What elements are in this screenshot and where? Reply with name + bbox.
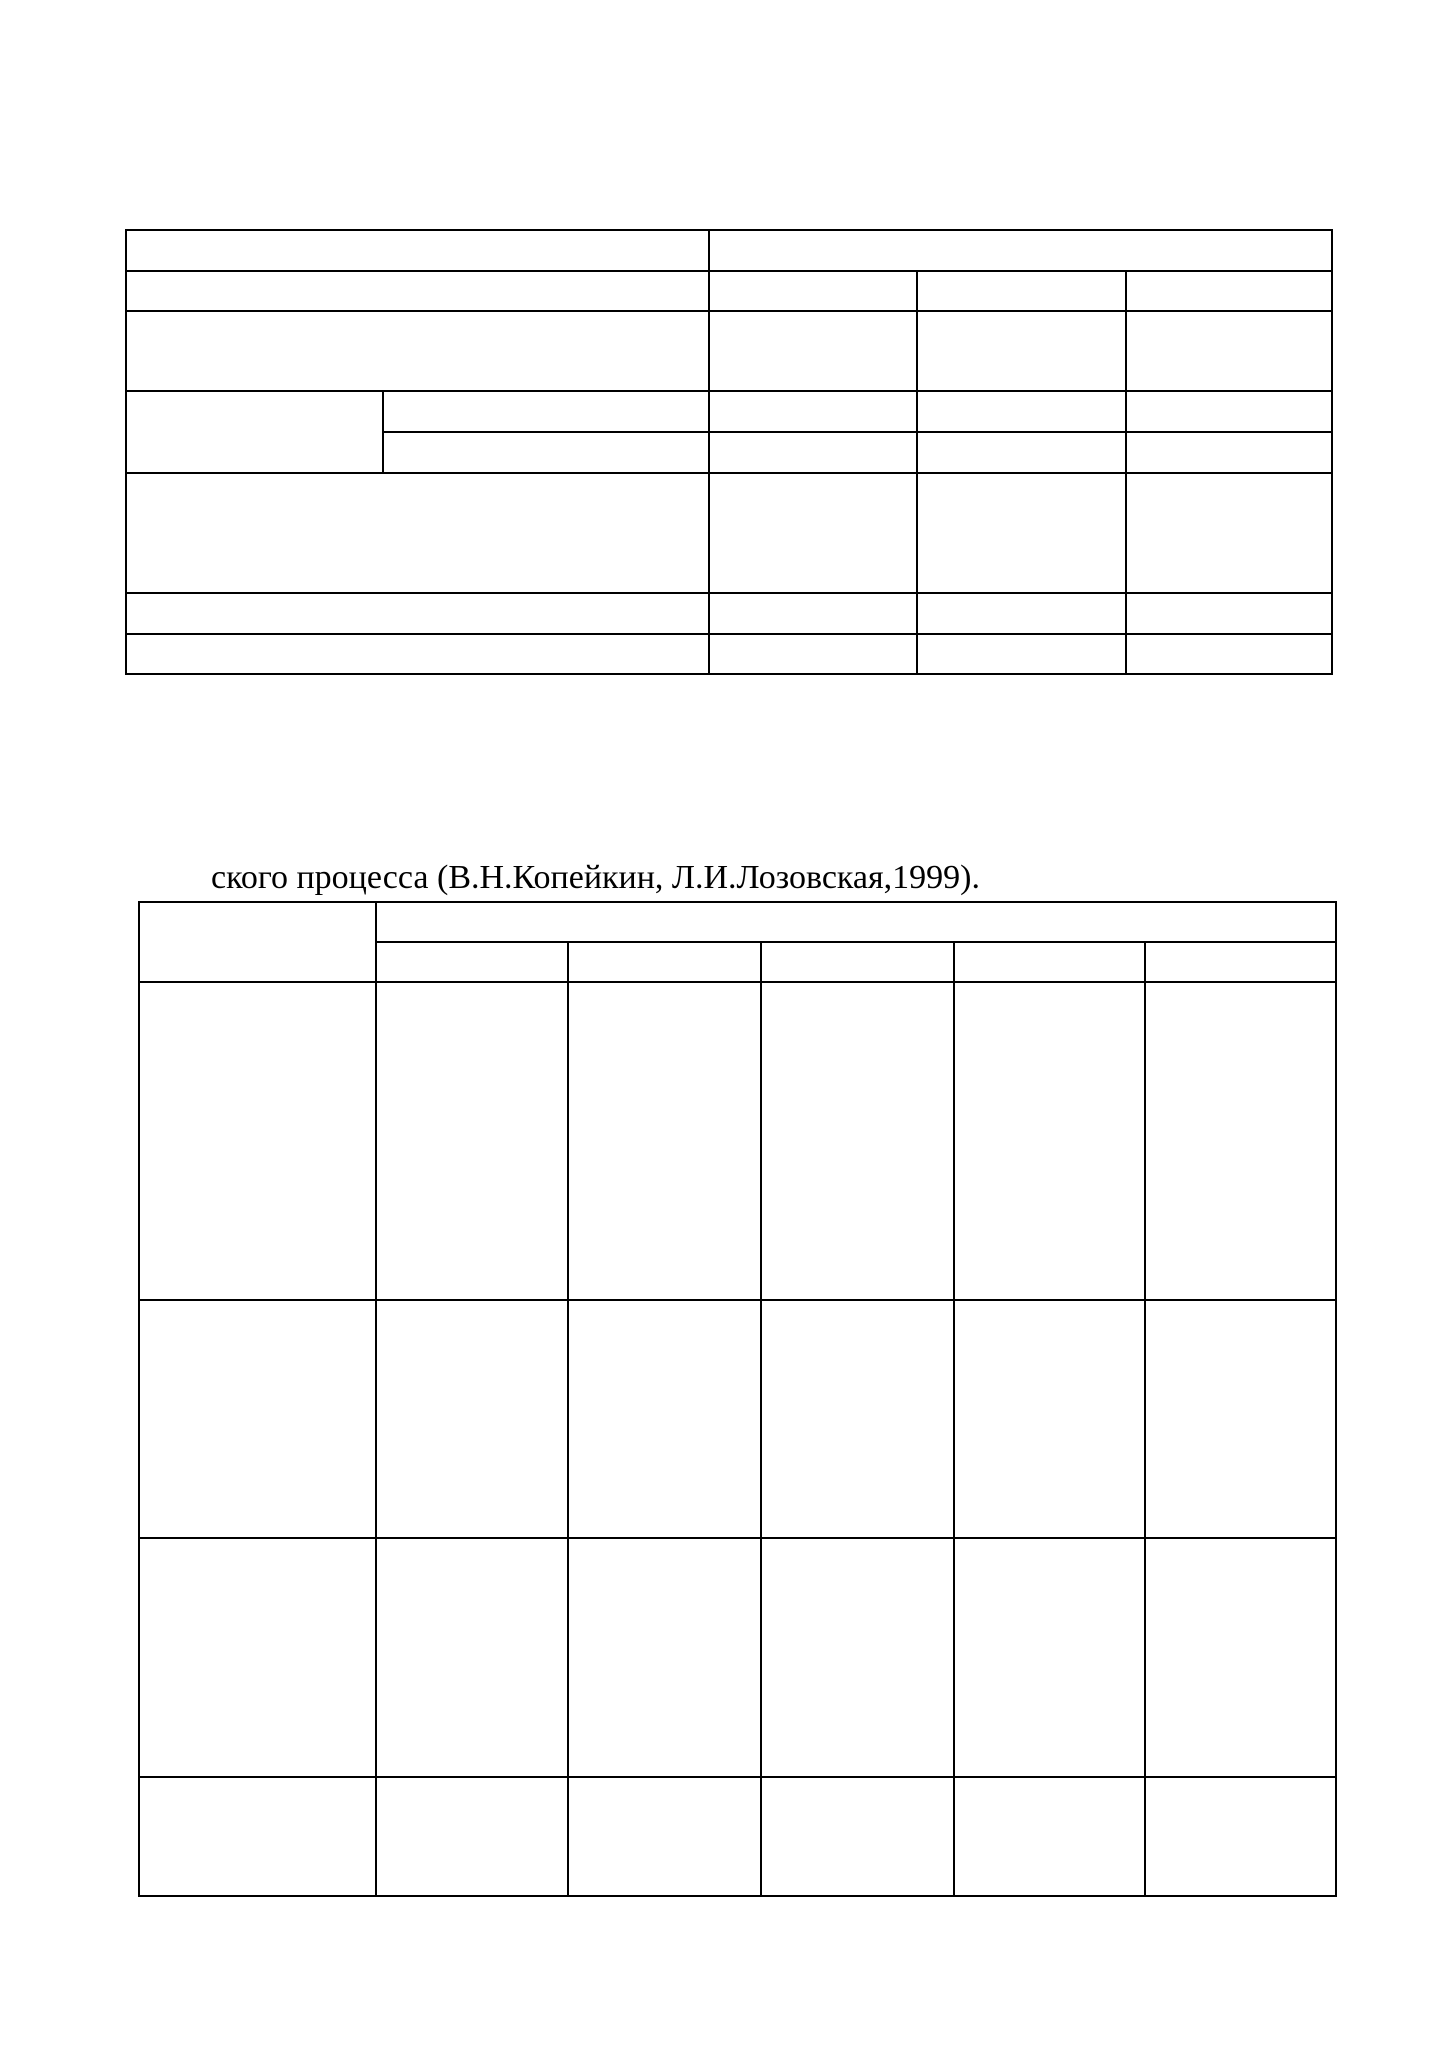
table-2-col-line [375, 901, 377, 1897]
table-1-row-line [125, 310, 1333, 312]
table-1-border-left [125, 229, 127, 675]
table-2-border-right [1335, 901, 1337, 1897]
table-2-col-line [760, 941, 762, 1897]
table-2-col-line [953, 941, 955, 1897]
table-1-row-line [125, 472, 1333, 474]
table-1-row-line [125, 592, 1333, 594]
table-1-col-line [1125, 270, 1127, 675]
table-2-border-top [138, 901, 1337, 903]
table-1-row-line [125, 270, 1333, 272]
table-1-border-top [125, 229, 1333, 231]
table-1-col-line [708, 229, 710, 675]
table-2-border-bottom [138, 1895, 1337, 1897]
table-2-row-line [138, 1776, 1337, 1778]
table-2-row-line [138, 981, 1337, 983]
table-1-row-line [125, 633, 1333, 635]
table-2-row-line [375, 941, 1337, 943]
table-1-col-line [916, 270, 918, 675]
table-2-row-line [138, 1299, 1337, 1301]
table-1-border-bottom [125, 673, 1333, 675]
table-1-row-line [382, 431, 1333, 433]
table-2-row-line [138, 1537, 1337, 1539]
table-2-col-line [567, 941, 569, 1897]
table-1-col-line [382, 390, 384, 474]
table-1-row-line [125, 390, 1333, 392]
table-1-border-right [1331, 229, 1333, 675]
table-2-caption: ского процесса (В.Н.Копейкин, Л.И.Лозовская,1999). [211, 859, 980, 896]
table-2-col-line [1144, 941, 1146, 1897]
table-2-border-left [138, 901, 140, 1897]
